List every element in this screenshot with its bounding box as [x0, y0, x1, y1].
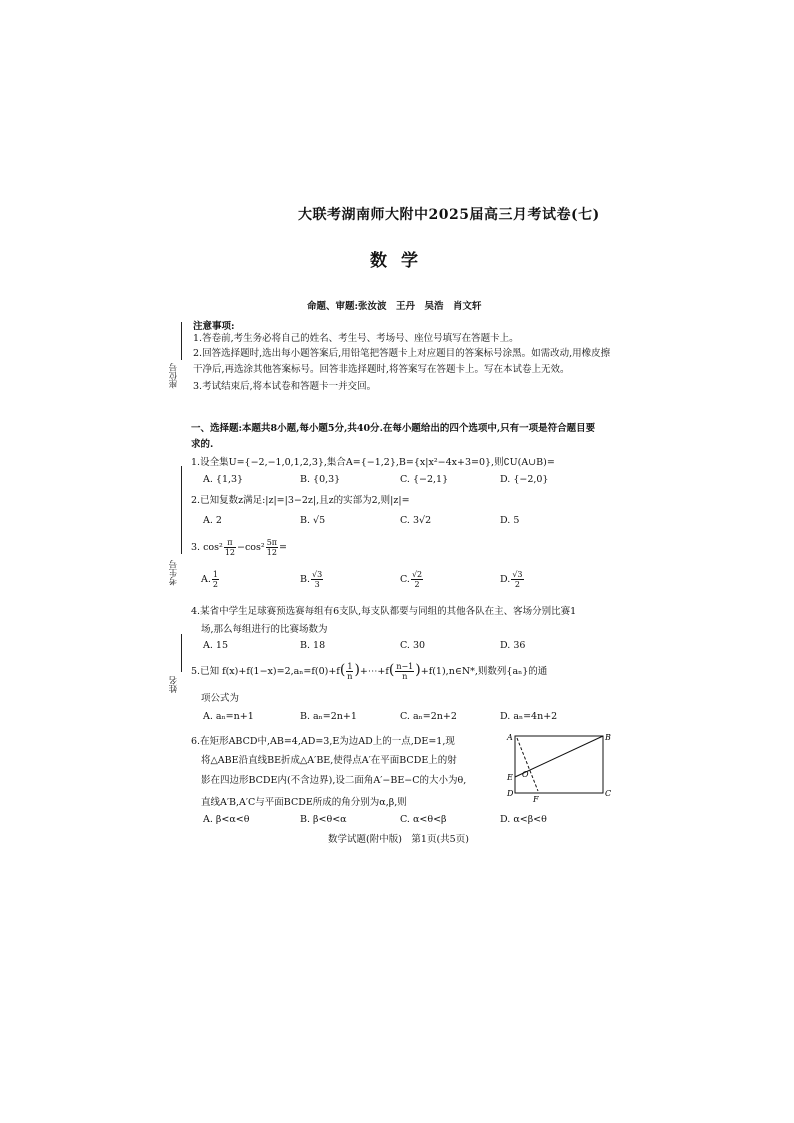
- q5-stem-part-2: +⋯+f: [359, 666, 389, 677]
- exam-no-label: 考生号: [169, 560, 179, 586]
- point-f-label: F: [533, 795, 539, 804]
- q2-stem: 2.已知复数z满足:|z|=|3−2z|,且z的实部为2,则|z|=: [191, 495, 410, 506]
- q3-option-b-denominator: 3: [314, 580, 320, 589]
- q5-option-b: B. aₙ=2n+1: [300, 711, 357, 722]
- q3-option-d: [500, 570, 525, 589]
- q5-option-c: C. aₙ=2n+2: [400, 711, 457, 722]
- q1-option-c: C. {−2,1}: [400, 474, 449, 485]
- q2-option-a: A. 2: [203, 515, 222, 526]
- q3-fraction-1-numerator: π: [224, 538, 236, 548]
- q6-stem-line-3: 影在四边形BCDE内(不含边界),设二面角A′−BE−C的大小为θ,: [201, 775, 467, 786]
- section-1-line-2: 求的.: [191, 439, 214, 450]
- q5-fraction-2-numerator: n−1: [396, 662, 414, 671]
- q1-stem: 1.设全集U={−2,−1,0,1,2,3},集合A={−1,2},B={x|x²−4x+3=0},则∁U(A∪B)=: [191, 457, 555, 468]
- authors-line: 命题、审题:张汝波 王丹 吴浩 肖文轩: [307, 301, 482, 312]
- q6-option-c: C. α<θ<β: [400, 814, 447, 825]
- q1-option-a: A. {1,3}: [203, 474, 244, 485]
- q3-option-d-label: D.: [500, 574, 511, 585]
- notice-item-1: 1.答卷前,考生务必将自己的姓名、考生号、考场号、座位号填写在答题卡上。: [193, 333, 519, 344]
- q3-fraction-1-denominator: 12: [224, 548, 235, 557]
- notice-item-2-cont: 干净后,再选涂其他答案标号。回答非选择题时,将答案写在答题卡上。写在本试卷上无效。: [193, 364, 570, 375]
- q5-option-a: A. aₙ=n+1: [203, 711, 254, 722]
- line-af-dashed: [517, 738, 538, 791]
- q3-stem: [191, 538, 287, 557]
- q5-option-d: D. aₙ=4n+2: [500, 711, 558, 722]
- q3-option-a: [201, 570, 220, 589]
- q3-stem-prefix: 3. cos²: [191, 542, 223, 553]
- q5-fraction-2-denominator: n: [402, 672, 408, 681]
- q3-option-b: [300, 570, 324, 589]
- page-footer: 数学试题(附中版) 第1页(共5页): [328, 834, 469, 845]
- q3-option-c-fraction: [411, 570, 423, 589]
- name-label: 姓名: [169, 676, 179, 693]
- q5-fraction-1-denominator: n: [347, 672, 353, 681]
- point-o-label: O: [522, 770, 529, 779]
- q6-option-a: A. β<α<θ: [203, 814, 250, 825]
- q3-option-b-numerator: √3: [312, 570, 323, 579]
- notice-heading: 注意事项:: [193, 321, 235, 332]
- q3-option-c-label: C.: [400, 574, 410, 585]
- subject-title: 数学: [370, 251, 432, 271]
- q3-option-a-fraction: [212, 570, 219, 589]
- q3-stem-mid: −cos²: [237, 542, 265, 553]
- q3-fraction-2-denominator: 12: [266, 548, 277, 557]
- q6-stem-line-4: 直线A′B,A′C与平面BCDE所成的角分别为α,β,则: [201, 797, 407, 808]
- q3-option-b-label: B.: [300, 574, 311, 585]
- q4-stem-line-1: 4.某省中学生足球赛预选赛每组有6支队,每支队都要与同组的其他各队在主、客场分别比赛1: [191, 606, 577, 617]
- q4-option-a: A. 15: [203, 640, 228, 651]
- seat-label: 座位号: [169, 363, 179, 389]
- q5-stem-part-1: 5.已知 f(x)+f(1−x)=2,aₙ=f(0)+f: [191, 666, 340, 677]
- q1-option-b: B. {0,3}: [300, 474, 341, 485]
- rectangle-abcd: [515, 736, 603, 793]
- point-e-label: E: [507, 773, 513, 782]
- q3-option-a-numerator: 1: [212, 570, 218, 579]
- exam-no-line: [181, 466, 182, 554]
- q6-stem-line-2: 将△ABE沿直线BE折成△A′BE,使得点A′在平面BCDE上的射: [201, 755, 457, 766]
- point-a-label: A: [507, 733, 513, 742]
- q2-option-c: C. 3√2: [400, 515, 432, 526]
- point-b-label: B: [605, 733, 611, 742]
- exam-title: 大联考湖南师大附中2025届高三月考试卷(七): [298, 207, 600, 223]
- q5-stem-line-2: 项公式为: [201, 693, 240, 704]
- q3-option-c-numerator: √2: [411, 570, 423, 579]
- q6-stem-line-1: 6.在矩形ABCD中,AB=4,AD=3,E为边AD上的一点,DE=1,现: [191, 736, 455, 747]
- q3-option-b-fraction: [311, 570, 323, 589]
- q3-option-a-label: A.: [201, 574, 211, 585]
- q3-fraction-1: [224, 538, 236, 557]
- q5-stem-part-3: +f(1),n∈N*,则数列{aₙ}的通: [420, 666, 548, 677]
- q3-option-c: [400, 570, 424, 589]
- q5-fraction-2: [395, 662, 414, 681]
- q3-fraction-2-numerator: 5π: [266, 538, 278, 547]
- section-1-line-1: 一、选择题:本题共8小题,每小题5分,共40分.在每小题给出的四个选项中,只有一项是符合题目要: [191, 423, 596, 434]
- q3-option-a-denominator: 2: [212, 580, 218, 589]
- q4-stem-line-2: 场,那么每组进行的比赛场数为: [201, 624, 328, 635]
- name-line: [181, 634, 182, 672]
- q5-fraction-1-numerator: 1: [347, 662, 353, 671]
- q3-stem-suffix: =: [279, 542, 288, 553]
- q6-rectangle-figure: [500, 728, 620, 804]
- q2-option-b: B. √5: [300, 515, 326, 526]
- q3-option-d-numerator: √3: [512, 570, 523, 579]
- point-d-label: D: [507, 789, 514, 798]
- q3-option-d-fraction: [511, 570, 523, 589]
- q5-fraction-1: [346, 662, 353, 681]
- q2-option-d: D. 5: [500, 515, 520, 526]
- q4-option-b: B. 18: [300, 640, 326, 651]
- q4-option-d: D. 36: [500, 640, 526, 651]
- q3-fraction-2: [266, 538, 278, 557]
- q6-option-d: D. α<β<θ: [500, 814, 547, 825]
- q3-option-d-denominator: 2: [514, 580, 520, 589]
- point-c-label: C: [605, 789, 612, 798]
- q5-stem: 5.已知 f(x)+f(1−x)=2,aₙ=f(0)+f( $\frac{1}{n}$ )+⋯+f( $\frac{n-1}{n}$ )+f(1),n∈N*,则数列{aₙ}的通: [191, 662, 548, 681]
- q1-option-d: D. {−2,0}: [500, 474, 549, 485]
- notice-item-2: 2.回答选择题时,选出每小题答案后,用铅笔把答题卡上对应题目的答案标号涂黑。如需改动,用橡皮擦: [193, 348, 611, 359]
- notice-item-3: 3.考试结束后,将本试卷和答题卡一并交回。: [193, 381, 377, 392]
- q3-option-c-denominator: 2: [414, 580, 420, 589]
- seat-line: [181, 322, 182, 360]
- q4-option-c: C. 30: [400, 640, 426, 651]
- q6-option-b: B. β<θ<α: [300, 814, 347, 825]
